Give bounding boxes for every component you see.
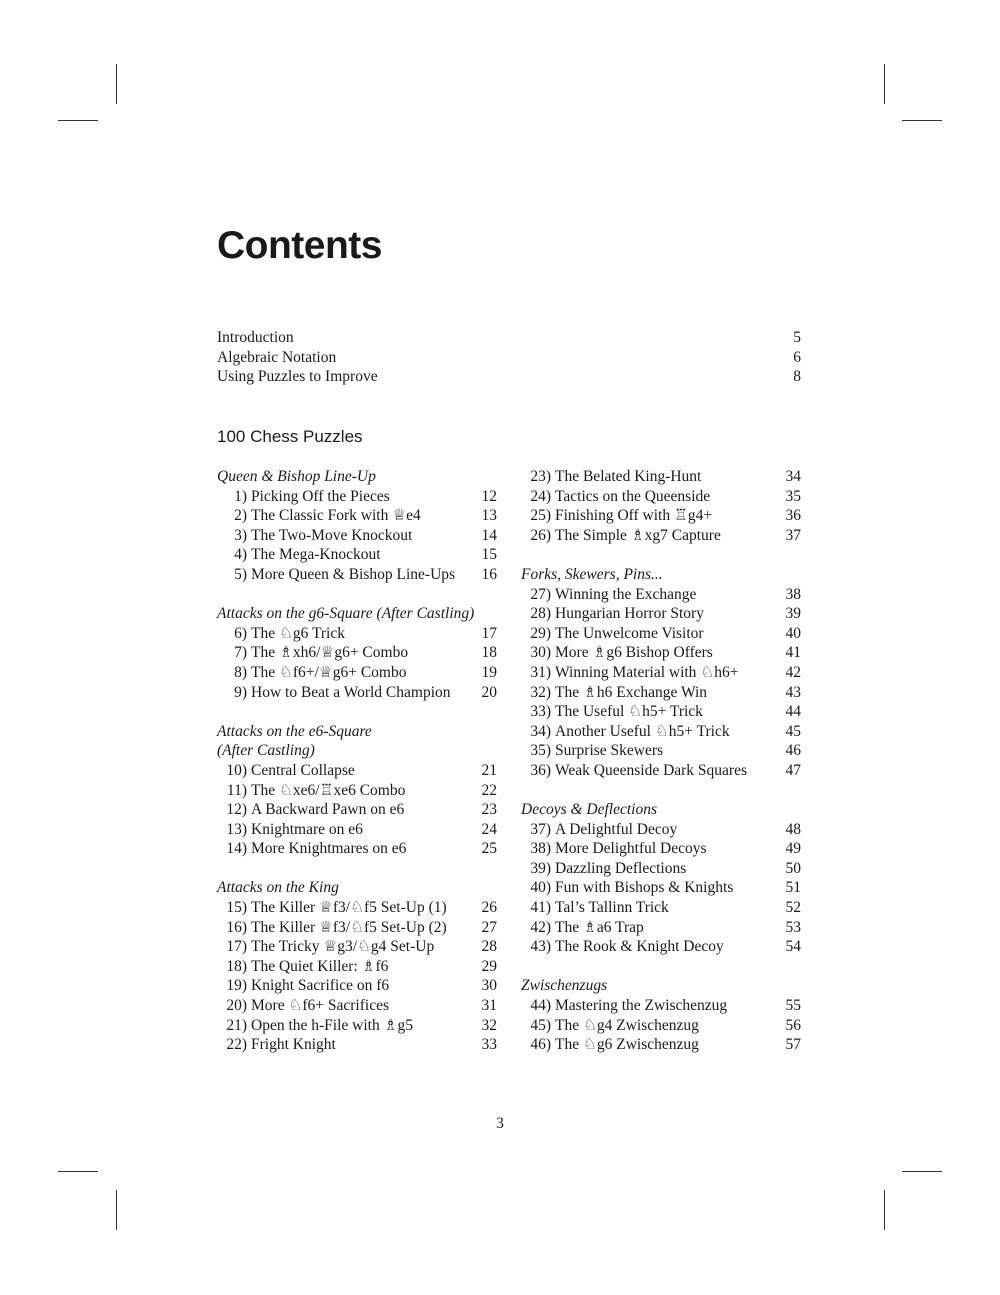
toc-entry: [217, 898, 497, 918]
entry-page: 15: [481, 546, 497, 564]
entry-label: [217, 624, 345, 644]
crop-mark-bottom-left-h: [58, 1171, 98, 1172]
entry-title: Winning Material with ♘h6+: [555, 663, 739, 681]
toc-entry: [217, 976, 497, 996]
entry-label: [217, 1035, 336, 1055]
toc-entry: [521, 898, 801, 918]
toc-right-column: [521, 467, 801, 1055]
entry-label: [217, 898, 447, 918]
entry-page: 43: [785, 683, 801, 701]
toc-entry: [521, 937, 801, 957]
entry-title: More Delightful Decoys: [555, 840, 707, 858]
toc-entry: [521, 878, 801, 898]
toc-entry: [217, 996, 497, 1016]
entry-title: The ♘g6 Zwischenzug: [555, 1036, 699, 1054]
entry-page: 26: [481, 899, 497, 917]
entry-title: Surprise Skewers: [555, 742, 664, 760]
toc-section: [217, 604, 497, 702]
entry-number: 12): [226, 801, 247, 819]
entry-label: [217, 957, 388, 977]
entry-title: Open the h-File with ♗g5: [251, 1016, 413, 1034]
entry-label: [521, 624, 704, 644]
entry-number: 16): [226, 918, 247, 936]
entry-title: The ♘xe6/♖xe6 Combo: [251, 781, 406, 799]
entry-label: [217, 1016, 413, 1036]
entry-title: A Backward Pawn on e6: [251, 801, 405, 819]
toc-entry: [217, 761, 497, 781]
entry-label: [217, 663, 406, 683]
entry-number: 2): [234, 507, 247, 525]
entry-title: Fright Knight: [251, 1036, 336, 1054]
entry-number: 38): [530, 840, 551, 858]
toc-entry: [217, 839, 497, 859]
toc-entry: [521, 839, 801, 859]
entry-number: 1): [234, 487, 247, 505]
entry-title: Knight Sacrifice on f6: [251, 977, 390, 995]
entry-number: 17): [226, 938, 247, 956]
entry-number: 42): [530, 918, 551, 936]
entry-label: [521, 702, 703, 722]
entry-number: 24): [530, 487, 551, 505]
entry-number: 25): [530, 507, 551, 525]
entry-page: 5: [793, 329, 801, 346]
entry-label: [521, 506, 712, 526]
entry-title: The ♗xh6/♕g6+ Combo: [251, 644, 409, 662]
entry-page: 36: [785, 507, 801, 525]
front-matter-entry: [217, 348, 801, 368]
entry-number: 22): [226, 1036, 247, 1054]
section-heading: (After Castling): [217, 742, 315, 760]
entry-label: [217, 976, 389, 996]
entry-page: 38: [785, 585, 801, 603]
entry-label: [521, 937, 724, 957]
crop-mark-bottom-right-v: [884, 1190, 885, 1230]
entry-page: 48: [785, 820, 801, 838]
entry-label: [217, 643, 408, 663]
entry-page: 51: [785, 879, 801, 897]
entry-number: 13): [226, 820, 247, 838]
entry-number: 15): [226, 899, 247, 917]
entry-title: More Queen & Bishop Line-Ups: [251, 565, 456, 583]
section-heading: Forks, Skewers, Pins...: [521, 565, 663, 583]
entry-title: Knightmare on e6: [251, 820, 363, 838]
crop-mark-top-left-h: [58, 120, 98, 121]
entry-page: 42: [785, 663, 801, 681]
toc-section: [217, 722, 497, 859]
entry-label: [521, 663, 738, 683]
front-matter-entry: [217, 367, 801, 387]
entry-label: [217, 781, 405, 801]
entry-number: 21): [226, 1016, 247, 1034]
entry-number: 23): [530, 468, 551, 485]
entry-label: [521, 683, 707, 703]
entry-page: 32: [481, 1016, 497, 1034]
entry-title: Winning the Exchange: [555, 585, 697, 603]
entry-title: The Mega-Knockout: [251, 546, 381, 564]
entry-label: [521, 741, 663, 761]
toc-entry: [217, 545, 497, 565]
entry-number: 43): [530, 938, 551, 956]
entry-number: 37): [530, 820, 551, 838]
toc-entry: [217, 1035, 497, 1055]
entry-title: Dazzling Deflections: [555, 859, 687, 877]
page-number: 3: [496, 1115, 504, 1132]
toc-entry: [521, 487, 801, 507]
entry-number: 33): [530, 703, 551, 721]
toc-entry: [217, 643, 497, 663]
toc-entry: [217, 663, 497, 683]
entry-title: Finishing Off with ♖g4+: [555, 507, 713, 525]
entry-page: 53: [785, 918, 801, 936]
entry-page: 44: [785, 703, 801, 721]
toc-section: [521, 467, 801, 545]
entry-title: Tactics on the Queenside: [555, 487, 711, 505]
crop-mark-bottom-right-h: [902, 1171, 942, 1172]
toc-section: [217, 467, 497, 585]
toc-entry: [217, 820, 497, 840]
toc-entry: [521, 1035, 801, 1055]
section-heading: Attacks on the g6-Square (After Castling): [217, 605, 475, 623]
entry-label: [521, 722, 730, 742]
entry-number: 31): [530, 663, 551, 681]
entry-number: 4): [234, 546, 247, 564]
toc-entry: [217, 781, 497, 801]
entry-title: The Simple ♗xg7 Capture: [555, 526, 721, 544]
toc-entry: [521, 702, 801, 722]
entry-label: [521, 604, 704, 624]
entry-number: 7): [234, 644, 247, 662]
toc-entry: [521, 643, 801, 663]
entry-label: [217, 487, 390, 507]
entry-number: 28): [530, 605, 551, 623]
entry-label: [521, 643, 713, 663]
entry-page: 21: [481, 761, 497, 779]
entry-title: Hungarian Horror Story: [555, 605, 704, 623]
entry-page: 22: [481, 781, 497, 799]
entry-label: [521, 839, 707, 859]
entry-page: 47: [785, 761, 801, 779]
toc-entry: [521, 761, 801, 781]
entry-number: 44): [530, 997, 551, 1015]
entry-page: 18: [481, 644, 497, 662]
entry-title: The Belated King-Hunt: [555, 468, 702, 485]
entry-page: 29: [481, 957, 497, 975]
section-heading: Attacks on the e6-Square: [217, 722, 372, 740]
entry-label: [521, 898, 669, 918]
entry-label: [217, 545, 381, 565]
toc-section: [521, 565, 801, 781]
entry-number: 30): [530, 644, 551, 662]
part-title: 100 Chess Puzzles: [217, 427, 363, 446]
toc-entry: [521, 506, 801, 526]
entry-page: 37: [785, 526, 801, 544]
entry-number: 11): [226, 781, 247, 799]
entry-number: 20): [226, 997, 247, 1015]
entry-title: Picking Off the Pieces: [251, 487, 390, 505]
entry-title: A Delightful Decoy: [555, 820, 678, 838]
entry-page: 30: [481, 977, 497, 995]
entry-label: [217, 918, 447, 938]
entry-title: More ♘f6+ Sacrifices: [251, 997, 389, 1015]
entry-page: 52: [785, 899, 801, 917]
entry-title: How to Beat a World Champion: [251, 683, 451, 701]
entry-page: 12: [481, 487, 497, 505]
entry-label: [521, 487, 710, 507]
entry-title: The ♘f6+/♕g6+ Combo: [251, 663, 407, 681]
toc-entry: [521, 526, 801, 546]
entry-page: 34: [785, 468, 801, 485]
entry-title: The Unwelcome Visitor: [555, 624, 704, 642]
toc-entry: [521, 663, 801, 683]
entry-number: 27): [530, 585, 551, 603]
entry-page: 49: [785, 840, 801, 858]
entry-number: 9): [234, 683, 247, 701]
section-heading: Queen & Bishop Line-Up: [217, 468, 376, 485]
entry-number: 36): [530, 761, 551, 779]
entry-title: The ♗h6 Exchange Win: [555, 683, 708, 701]
entry-page: 17: [481, 624, 497, 642]
entry-label: [521, 918, 644, 938]
entry-page: 16: [481, 565, 497, 583]
entry-number: 18): [226, 957, 247, 975]
entry-label: [521, 526, 721, 546]
entry-title: The Classic Fork with ♕e4: [251, 507, 421, 525]
entry-title: The Killer ♕f3/♘f5 Set-Up (2): [251, 918, 447, 936]
entry-label: [521, 585, 696, 605]
entry-label: [521, 1035, 699, 1055]
toc-entry: [521, 722, 801, 742]
entry-page: 39: [785, 605, 801, 623]
entry-page: 28: [481, 938, 497, 956]
entry-page: 56: [785, 1016, 801, 1034]
toc-section: [521, 976, 801, 1054]
entry-number: 3): [234, 526, 247, 544]
crop-mark-bottom-left-v: [116, 1190, 117, 1230]
entry-label: [217, 565, 455, 585]
entry-page: 40: [785, 624, 801, 642]
entry-label: [521, 996, 727, 1016]
entry-number: 19): [226, 977, 247, 995]
entry-title: Tal’s Tallinn Trick: [555, 899, 669, 917]
toc-entry: [217, 1016, 497, 1036]
entry-number: 39): [530, 859, 551, 877]
entry-page: 24: [481, 820, 497, 838]
entry-label: [217, 820, 363, 840]
entry-page: 14: [481, 526, 497, 544]
entry-title: More Knightmares on e6: [251, 840, 407, 858]
toc-entry: [217, 918, 497, 938]
entry-number: 10): [226, 761, 247, 779]
toc-entry: [521, 741, 801, 761]
toc-entry: [521, 585, 801, 605]
entry-number: 46): [530, 1036, 551, 1054]
toc-left-column: [217, 467, 497, 1055]
entry-label: [217, 839, 406, 859]
entry-label: [521, 1016, 699, 1036]
entry-label: [217, 937, 434, 957]
section-heading: Decoys & Deflections: [521, 801, 658, 819]
entry-title: Another Useful ♘h5+ Trick: [555, 722, 730, 740]
entry-number: 5): [234, 565, 247, 583]
toc-entry: [217, 957, 497, 977]
entry-page: 41: [785, 644, 801, 662]
toc-entry: [521, 859, 801, 879]
entry-page: 6: [793, 348, 801, 366]
entry-title: The ♘g4 Zwischenzug: [555, 1016, 699, 1034]
entry-page: 31: [481, 997, 497, 1015]
entry-page: 54: [785, 938, 801, 956]
toc-entry: [217, 526, 497, 546]
entry-label: [521, 878, 733, 898]
toc-entry: [217, 937, 497, 957]
entry-number: 8): [234, 663, 247, 681]
entry-number: 32): [530, 683, 551, 701]
entry-label: [217, 683, 451, 703]
entry-title: Introduction: [217, 329, 294, 346]
toc-entry: [521, 467, 801, 487]
entry-label: [521, 859, 686, 879]
front-matter-list: [217, 328, 801, 387]
toc-entry: [521, 820, 801, 840]
entry-number: 29): [530, 624, 551, 642]
entry-title: The Rook & Knight Decoy: [555, 938, 724, 956]
toc-entry: [217, 487, 497, 507]
entry-title: The Quiet Killer: ♗f6: [251, 957, 389, 975]
entry-label: [521, 467, 701, 487]
entry-page: 23: [481, 801, 497, 819]
toc-entry: [521, 683, 801, 703]
entry-title: Mastering the Zwischenzug: [555, 997, 728, 1015]
entry-number: 6): [234, 624, 247, 642]
entry-number: 40): [530, 879, 551, 897]
entry-title: The Killer ♕f3/♘f5 Set-Up (1): [251, 899, 447, 917]
toc-entry: [217, 565, 497, 585]
entry-label: [521, 761, 747, 781]
toc-entry: [521, 604, 801, 624]
toc-section: [217, 878, 497, 1054]
entry-page: 50: [785, 859, 801, 877]
front-matter-entry: [217, 328, 801, 348]
entry-number: 45): [530, 1016, 551, 1034]
toc-entry: [521, 918, 801, 938]
entry-label: [217, 526, 412, 546]
entry-label: [217, 506, 421, 526]
crop-mark-top-left-v: [116, 64, 117, 104]
toc-entry: [521, 996, 801, 1016]
toc-entry: [521, 1016, 801, 1036]
section-heading: Attacks on the King: [217, 879, 339, 897]
entry-number: 14): [226, 840, 247, 858]
entry-number: 35): [530, 742, 551, 760]
entry-label: [217, 800, 404, 820]
entry-title: More ♗g6 Bishop Offers: [555, 644, 713, 662]
toc-entry: [217, 506, 497, 526]
entry-title: The ♘g6 Trick: [251, 624, 345, 642]
entry-page: 20: [481, 683, 497, 701]
entry-title: The Useful ♘h5+ Trick: [555, 703, 703, 721]
entry-page: 57: [785, 1036, 801, 1054]
entry-label: [217, 761, 355, 781]
toc-entry: [217, 683, 497, 703]
entry-page: 46: [785, 742, 801, 760]
entry-label: [521, 820, 677, 840]
entry-title: Algebraic Notation: [217, 348, 337, 366]
entry-title: The Two-Move Knockout: [251, 526, 413, 544]
section-heading: Zwischenzugs: [521, 977, 608, 995]
entry-title: Using Puzzles to Improve: [217, 368, 378, 386]
entry-number: 34): [530, 722, 551, 740]
toc-entry: [217, 624, 497, 644]
entry-page: 33: [481, 1036, 497, 1054]
entry-number: 41): [530, 899, 551, 917]
entry-page: 25: [481, 840, 497, 858]
crop-mark-top-right-h: [902, 120, 942, 121]
entry-page: 27: [481, 918, 497, 936]
crop-mark-top-right-v: [884, 64, 885, 104]
toc-entry: [217, 800, 497, 820]
entry-title: Fun with Bishops & Knights: [555, 879, 734, 897]
entry-page: 55: [785, 997, 801, 1015]
entry-title: The Tricky ♕g3/♘g4 Set-Up: [251, 938, 435, 956]
entry-page: 35: [785, 487, 801, 505]
entry-page: 45: [785, 722, 801, 740]
entry-title: Weak Queenside Dark Squares: [555, 761, 748, 779]
toc-entry: [521, 624, 801, 644]
page-title: Contents: [217, 224, 382, 267]
entry-page: 19: [481, 663, 497, 681]
entry-page: 8: [793, 368, 801, 386]
entry-page: 13: [481, 507, 497, 525]
entry-title: The ♗a6 Trap: [555, 918, 644, 936]
toc-section: [521, 800, 801, 957]
entry-number: 26): [530, 526, 551, 544]
entry-label: [217, 996, 389, 1016]
entry-title: Central Collapse: [251, 761, 355, 779]
